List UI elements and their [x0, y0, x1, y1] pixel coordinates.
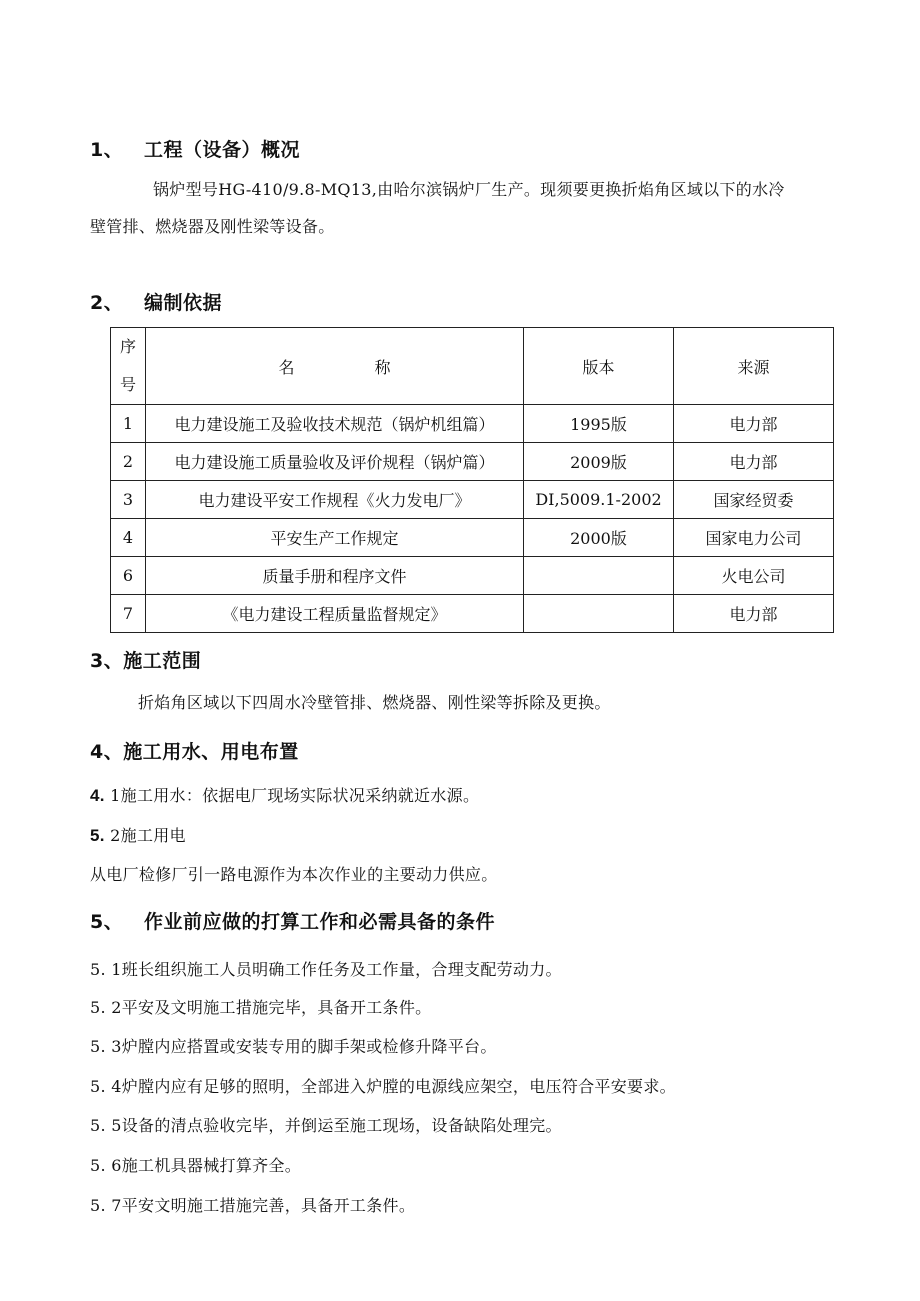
section-4-item-1-number: 4.: [90, 786, 105, 805]
table-row: [111, 595, 834, 633]
row-seq: 7: [111, 595, 146, 633]
header-name: 名 称: [146, 328, 524, 405]
list-item: 5. 6施工机具器械打算齐全。: [90, 1156, 302, 1175]
section-4-item-1-text: 1施工用水：依据电厂现场实际状况采纳就近水源。: [110, 786, 480, 805]
list-item: 5. 4炉膛内应有足够的照明，全部进入炉膛的电源线应架空，电压符合平安要求。: [90, 1077, 676, 1096]
header-seq-bottom: 号: [119, 375, 136, 394]
section-1-paragraph-line-1: 锅炉型号HG-410/9.8-MQ13,由哈尔滨锅炉厂生产。现须要更换折焰角区域以下的水冷: [153, 180, 785, 199]
section-3-paragraph: 折焰角区域以下四周水冷壁管排、燃烧器、刚性梁等拆除及更换。: [138, 693, 611, 712]
row-name: 电力建设施工质量验收及评价规程（锅炉篇）: [146, 443, 524, 481]
section-2-heading: [90, 288, 222, 315]
table-row: [111, 557, 834, 595]
row-source: 国家经贸委: [674, 481, 834, 519]
row-name: 平安生产工作规定: [146, 519, 524, 557]
section-4-number: 4、: [90, 741, 124, 763]
table-row: [111, 443, 834, 481]
list-item: 5. 5设备的清点验收完毕，并倒运至施工现场，设备缺陷处理完。: [90, 1116, 562, 1135]
list-item: 5. 7平安文明施工措施完善，具备开工条件。: [90, 1196, 416, 1215]
header-source: 来源: [674, 328, 834, 405]
section-1-title: 工程（设备）概况: [144, 139, 301, 161]
table-row: [111, 405, 834, 443]
section-1-heading: [90, 135, 300, 162]
row-source: 电力部: [674, 595, 834, 633]
section-4-item-2-text: 2施工用电: [110, 826, 186, 845]
header-version: 版本: [524, 328, 674, 405]
row-version: 1995版: [524, 405, 674, 443]
row-version: DI,5009.1-2002: [524, 481, 674, 519]
row-source: 电力部: [674, 443, 834, 481]
section-5-heading: [90, 907, 495, 934]
row-name: 质量手册和程序文件: [146, 557, 524, 595]
row-seq: 3: [111, 481, 146, 519]
list-item: 5. 1班长组织施工人员明确工作任务及工作量，合理支配劳动力。: [90, 960, 562, 979]
list-item: 5. 3炉膛内应搭置或安装专用的脚手架或检修升降平台。: [90, 1037, 497, 1056]
section-4-item-2: [90, 823, 186, 846]
section-3-title: 施工范围: [123, 650, 202, 672]
row-name: 电力建设平安工作规程《火力发电厂》: [146, 481, 524, 519]
row-source: 电力部: [674, 405, 834, 443]
section-2-number: 2、: [90, 292, 124, 314]
row-version: 2000版: [524, 519, 674, 557]
section-1-paragraph-line-2: 壁管排、燃烧器及刚性梁等设备。: [90, 217, 335, 236]
section-4-item-2-number: 5.: [90, 826, 105, 845]
header-seq-top: 序: [119, 337, 136, 356]
section-5-number: 5、: [90, 911, 124, 933]
row-source: 火电公司: [674, 557, 834, 595]
row-version: [524, 557, 674, 595]
row-name: 《电力建设工程质量监督规定》: [146, 595, 524, 633]
table-row: [111, 519, 834, 557]
row-seq: 2: [111, 443, 146, 481]
list-item: 5. 2平安及文明施工措施完毕，具备开工条件。: [90, 998, 432, 1017]
section-4-title: 施工用水、用电布置: [123, 741, 299, 763]
section-4-item-1: [90, 783, 479, 806]
row-version: 2009版: [524, 443, 674, 481]
section-1-number: 1、: [90, 139, 124, 161]
section-4-heading: [90, 737, 299, 764]
row-name: 电力建设施工及验收技术规范（锅炉机组篇）: [146, 405, 524, 443]
row-version: [524, 595, 674, 633]
row-seq: 6: [111, 557, 146, 595]
table-header-row: [111, 328, 834, 405]
table-row: [111, 481, 834, 519]
row-seq: 4: [111, 519, 146, 557]
section-2-title: 编制依据: [144, 292, 223, 314]
row-source: 国家电力公司: [674, 519, 834, 557]
row-seq: 1: [111, 405, 146, 443]
section-4-item-2-paragraph: 从电厂检修厂引一路电源作为本次作业的主要动力供应。: [90, 865, 498, 884]
header-seq: [111, 328, 146, 405]
section-3-number: 3、: [90, 650, 124, 672]
section-3-heading: [90, 646, 201, 673]
basis-table: [110, 327, 834, 633]
section-5-title: 作业前应做的打算工作和必需具备的条件: [144, 911, 496, 933]
